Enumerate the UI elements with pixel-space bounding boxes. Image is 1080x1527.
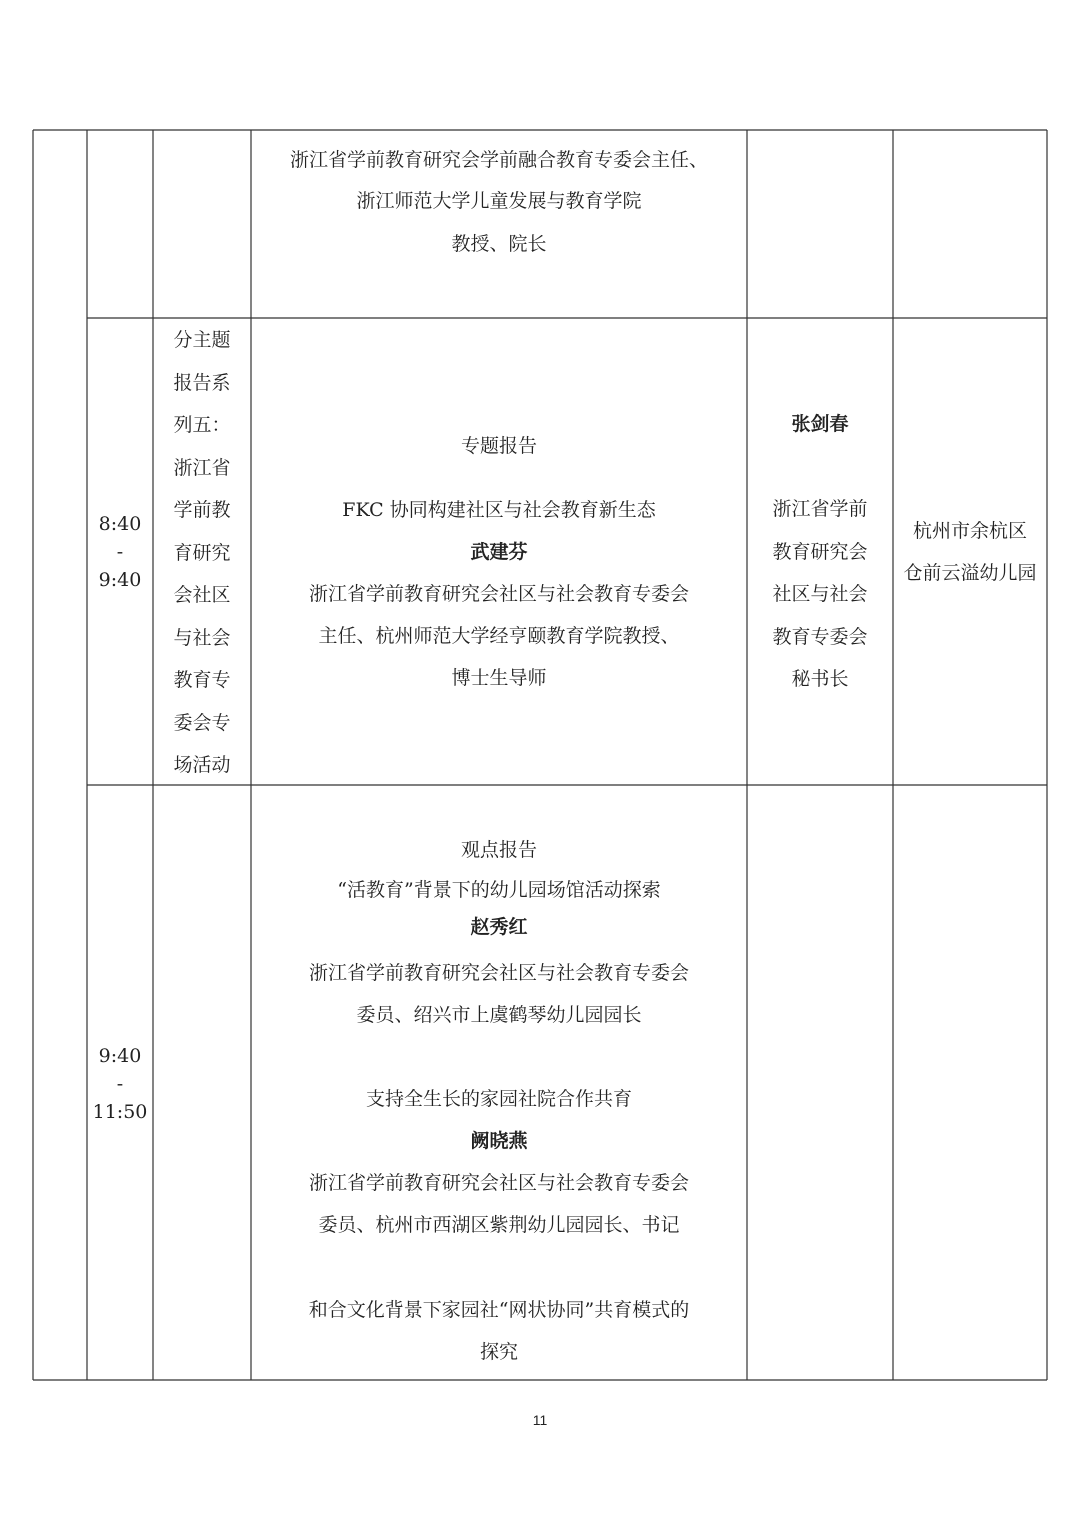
time-start: 8:40 xyxy=(98,513,142,535)
affiliation-line: 教授、院长 xyxy=(451,233,547,255)
speaker-name: 武建芬 xyxy=(470,541,528,563)
talk1-topic: “活教育”背景下的幼儿园场馆活动探索 xyxy=(337,879,661,901)
theme-line: 与社会 xyxy=(173,626,231,649)
talk3-topic-line: 探究 xyxy=(479,1341,518,1363)
time-start: 9:40 xyxy=(98,1045,142,1067)
venue-line: 仓前云溢幼儿园 xyxy=(903,562,1037,584)
report-type: 观点报告 xyxy=(460,839,537,861)
row2-theme xyxy=(153,318,251,787)
theme-line: 浙江省 xyxy=(173,456,231,479)
row2-host xyxy=(747,403,893,701)
theme-line: 委会专 xyxy=(173,711,231,734)
host-title-line: 教育专委会 xyxy=(772,625,868,648)
theme-line: 场活动 xyxy=(173,754,231,776)
theme-line: 报告系 xyxy=(173,371,231,394)
row2-content xyxy=(251,425,747,699)
report-topic: FKC 协同构建社区与社会教育新生态 xyxy=(342,499,656,521)
talk3-topic-line: 和合文化背景下家园社“网状协同”共育模式的 xyxy=(308,1299,690,1321)
page-number: 11 xyxy=(532,1412,548,1428)
time-end: 9:40 xyxy=(98,569,142,591)
talk1-affiliation-line: 浙江省学前教育研究会社区与社会教育专委会 xyxy=(308,962,689,984)
time-end: 11:50 xyxy=(92,1101,148,1123)
time-dash: - xyxy=(116,541,124,563)
theme-line: 会社区 xyxy=(173,584,231,606)
theme-line: 育研究 xyxy=(173,541,231,564)
talk2-affiliation-line: 委员、杭州市西湖区紫荆幼儿园园长、书记 xyxy=(318,1214,680,1236)
speaker-affiliation-line: 博士生导师 xyxy=(451,667,547,689)
host-title-line: 浙江省学前 xyxy=(772,498,868,520)
speaker-affiliation-line: 浙江省学前教育研究会社区与社会教育专委会 xyxy=(308,583,689,605)
talk1-speaker: 赵秀红 xyxy=(470,916,528,938)
affiliation-line: 浙江师范大学儿童发展与教育学院 xyxy=(356,190,642,212)
speaker-affiliation-line: 主任、杭州师范大学经亨颐教育学院教授、 xyxy=(318,625,680,647)
theme-line: 分主题 xyxy=(173,329,231,351)
host-title-line: 社区与社会 xyxy=(772,583,868,605)
talk2-speaker: 阙晓燕 xyxy=(470,1130,528,1152)
affiliation-line: 浙江省学前教育研究会学前融合教育专委会主任、 xyxy=(289,149,708,171)
talk1-affiliation-line: 委员、绍兴市上虞鹤琴幼儿园园长 xyxy=(356,1004,642,1026)
row1-affiliation xyxy=(251,140,747,266)
theme-line: 列五： xyxy=(173,414,231,436)
theme-line: 学前教 xyxy=(173,499,231,521)
report-type: 专题报告 xyxy=(460,435,537,457)
talk2-affiliation-line: 浙江省学前教育研究会社区与社会教育专委会 xyxy=(308,1172,689,1194)
row3-content xyxy=(251,830,747,1373)
talk2-topic: 支持全生长的家园社院合作共育 xyxy=(365,1088,632,1110)
theme-line: 教育专 xyxy=(173,669,231,691)
venue-line: 杭州市余杭区 xyxy=(912,520,1027,542)
row2-venue xyxy=(893,510,1047,594)
host-title-line: 教育研究会 xyxy=(772,540,868,563)
host-name: 张剑春 xyxy=(791,413,849,435)
time-dash: - xyxy=(116,1073,124,1095)
row3-time xyxy=(87,1042,153,1126)
host-title-line: 秘书长 xyxy=(791,668,849,690)
row2-time xyxy=(87,510,153,594)
